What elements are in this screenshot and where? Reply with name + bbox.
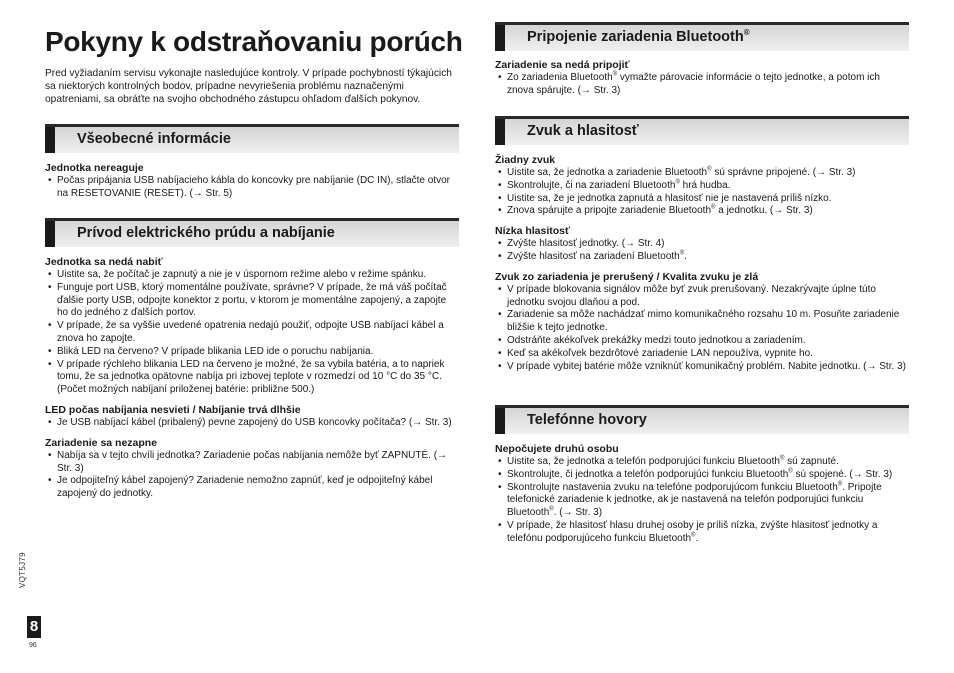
section-title: Všeobecné informácie xyxy=(77,131,231,147)
section-header xyxy=(45,124,459,153)
subsection-title: Nízka hlasitosť xyxy=(495,225,571,238)
list-item: • Nabíja sa v tejto chvíli jednotka? Zariadenie počas nabíjania nemôže byť ZAPNUTÉ. (→ Str. 3) xyxy=(45,450,459,476)
section-bar xyxy=(495,408,505,434)
subsection-title: Jednotka nereaguje xyxy=(45,162,144,174)
list-item: • Uistite sa, že jednotka a telefón podporujúci funkciu Bluetooth® sú zapnuté. xyxy=(495,456,909,469)
section-sound-volume xyxy=(495,116,909,373)
section-title: Telefónne hovory xyxy=(527,412,647,428)
section-title: Pripojenie zariadenia Bluetooth® xyxy=(527,28,750,45)
section-bar xyxy=(495,119,505,145)
section-power-charging xyxy=(45,218,459,501)
bullet-list xyxy=(45,450,459,501)
page-number: 8 xyxy=(27,616,41,638)
bullet-list xyxy=(495,167,909,218)
subsection-title: Zariadenie sa nedá pripojiť xyxy=(495,59,630,71)
list-item: • Je odpojiteľný kábel zapojený? Zariadenie nemožno zapnúť, keď je odpojiteľný kábel zapojený do jednotky. xyxy=(45,475,459,501)
section-bar xyxy=(495,25,505,51)
list-item: • Zariadenie sa môže nachádzať mimo komunikačného rozsahu 10 m. Posuňte zariadenie bližšie k tejto jednotke. xyxy=(495,309,909,335)
subsection-title: LED počas nabíjania nesvieti / Nabíjanie trvá dlhšie xyxy=(45,403,301,416)
bullet-list xyxy=(45,417,459,430)
section-phone-calls xyxy=(495,405,909,546)
list-item: • Zvýšte hlasitosť jednotky. (→ Str. 4) xyxy=(495,238,909,251)
list-item: • Bliká LED na červeno? V prípade blikania LED ide o poruchu nabíjania. xyxy=(45,346,459,359)
section-general-info xyxy=(45,124,459,201)
list-item: • Je USB nabíjací kábel (pribalený) pevne zapojený do USB koncovky počítača? (→ Str. 3) xyxy=(45,417,459,430)
list-item: • V prípade, že hlasitosť hlasu druhej osoby je príliš nízka, zvýšte hlasitosť jednotky a telefónu podporujúceho funkciu Bluetooth®. xyxy=(495,520,909,546)
list-item: • Odstráňte akékoľvek prekážky medzi touto jednotkou a zariadením. xyxy=(495,335,909,348)
section-bar xyxy=(45,127,55,153)
list-item: • Uistite sa, že je jednotka zapnutá a hlasitosť nie je nastavená príliš nízko. xyxy=(495,193,909,206)
page-title: Pokyny k odstraňovaniu porúch xyxy=(45,26,463,57)
list-item: • Skontrolujte nastavenia zvuku na telefóne podporujúcom funkciu Bluetooth®. Pripojte telefonické zariadenie k jednotke, ak je nastavená na telefón podporujúci funkciu Bluetooth®. (→ Str. 3) xyxy=(495,482,909,520)
bullet-list xyxy=(495,284,909,374)
bullet-list xyxy=(45,269,459,397)
bullet-list xyxy=(495,238,909,264)
list-item: • Počas pripájania USB nabíjacieho kábla do koncovky pre nabíjanie (DC IN), stlačte otvor na RESETOVANIE (RESET). (→ Str. 5) xyxy=(45,175,459,201)
list-item: • Zo zariadenia Bluetooth® vymažte párovacie informácie o tejto jednotke, a potom ich znova spárujte. (→ Str. 3) xyxy=(495,72,909,98)
list-item: • Uistite sa, že počítač je zapnutý a nie je v úspornom režime alebo v režime spánku. xyxy=(45,269,459,282)
list-item: • V prípade blokovania signálov môže byť zvuk prerušovaný. Nezakrývajte úplne túto jednotku svojou dlaňou a pod. xyxy=(495,284,909,310)
list-item: • V prípade vybitej batérie môže vzniknúť komunikačný problém. Nabite jednotku. (→ Str. 3) xyxy=(495,361,909,374)
list-item: • Znova spárujte a pripojte zariadenie Bluetooth® a jednotku. (→ Str. 3) xyxy=(495,205,909,218)
section-bar xyxy=(45,221,55,247)
list-item: • Zvýšte hlasitosť na zariadení Bluetooth®. xyxy=(495,251,909,264)
intro-text: Pred vyžiadaním servisu vykonajte nasledujúce kontroly. V prípade pochybností týkajúcich sa niektorých kontrolných bodov, prípadne nevyriešenia problému naznačenými opatreniami, sa obráťte na svojho obchodného zástupcu ohľadom ďalších pokynov. xyxy=(45,68,452,105)
list-item: • Keď sa akékoľvek bezdrôtové zariadenie LAN nepoužíva, vypnite ho. xyxy=(495,348,909,361)
list-item: • Skontrolujte, či na zariadení Bluetooth® hrá hudba. xyxy=(495,180,909,193)
bullet-list xyxy=(45,175,459,201)
side-code: VQT5J79 xyxy=(18,552,27,588)
section-header xyxy=(495,116,909,145)
subsection-title: Jednotka sa nedá nabiť xyxy=(45,256,163,268)
subsection-title: Nepočujete druhú osobu xyxy=(495,443,619,455)
section-header xyxy=(495,22,909,51)
list-item: • Funguje port USB, ktorý momentálne používate, správne? V prípade, že má váš počítač ďalšie porty USB, odpojte konektor z portu, v ktorom je momentálne zapojený, a zapojte ho do jedného z ďalších portov. xyxy=(45,282,459,320)
section-bluetooth-connection xyxy=(495,22,909,98)
subsection-title: Zvuk zo zariadenia je prerušený / Kvalita zvuku je zlá xyxy=(495,270,759,283)
section-title: Prívod elektrického prúdu a nabíjanie xyxy=(77,225,335,241)
list-item: • Skontrolujte, či jednotka a telefón podporujúci funkciu Bluetooth® sú spojené. (→ Str. 3) xyxy=(495,469,909,482)
section-header xyxy=(45,218,459,247)
list-item: • V prípade rýchleho blikania LED na červeno je možné, že sa vybila batéria, a to napriek tomu, že sa jednotka opätovne nabíja pri izbovej teplote v rozmedzí od 10 °C do 35 °C. (Počet možných nabíjaní priloženej batérie: približne 500.) xyxy=(45,359,459,397)
small-number: 96 xyxy=(29,642,37,649)
section-header xyxy=(495,405,909,434)
list-item: • V prípade, že sa vyššie uvedené opatrenia nedajú použiť, odpojte USB nabíjací kábel a znova ho zapojte. xyxy=(45,320,459,346)
bullet-list xyxy=(495,72,909,98)
section-title: Zvuk a hlasitosť xyxy=(527,123,639,139)
subsection-title: Žiadny zvuk xyxy=(495,154,556,166)
subsection-title: Zariadenie sa nezapne xyxy=(45,436,158,449)
bullet-list xyxy=(495,456,909,546)
list-item: • Uistite sa, že jednotka a zariadenie Bluetooth® sú správne pripojené. (→ Str. 3) xyxy=(495,167,909,180)
